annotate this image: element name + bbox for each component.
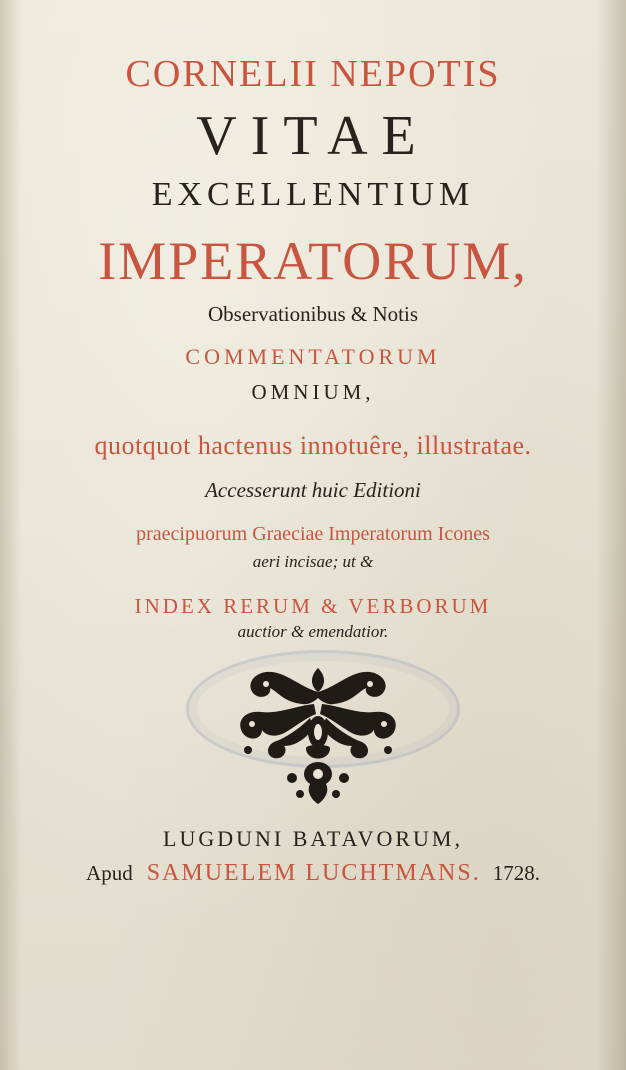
commentators-line: COMMENTATORUM <box>185 344 441 369</box>
author-line: CORNELII NEPOTIS <box>125 53 501 95</box>
imprint-line <box>0 860 626 887</box>
observations-line: Observationibus & Notis <box>208 302 418 326</box>
index-line: INDEX RERUM & VERBORUM <box>134 594 492 618</box>
place-line: LUGDUNI BATAVORUM, <box>163 826 463 851</box>
apud-label: Apud <box>86 861 133 885</box>
floral-printer-ornament-icon <box>226 662 410 808</box>
auctior-line: auctior & emendatior. <box>237 622 389 641</box>
quotquot-line: quotquot hactenus innotuêre, illustratae. <box>94 431 532 460</box>
publisher-name: SAMUELEM LUCHTMANS. <box>146 860 481 886</box>
aeri-incisae-line: aeri incisae; ut & <box>252 552 374 571</box>
title-line-imperatorum: IMPERATORUM, <box>98 231 528 291</box>
accesserunt-line: Accesserunt huic Editioni <box>205 478 421 502</box>
title-line-vitae: VITAE <box>196 105 430 167</box>
title-line-excellentium: EXCELLENTIUM <box>151 176 475 213</box>
praecipuorum-line: praecipuorum Graeciae Imperatorum Icones <box>136 523 490 545</box>
omnium-line: OMNIUM, <box>251 380 375 404</box>
publication-year: 1728. <box>492 861 540 885</box>
